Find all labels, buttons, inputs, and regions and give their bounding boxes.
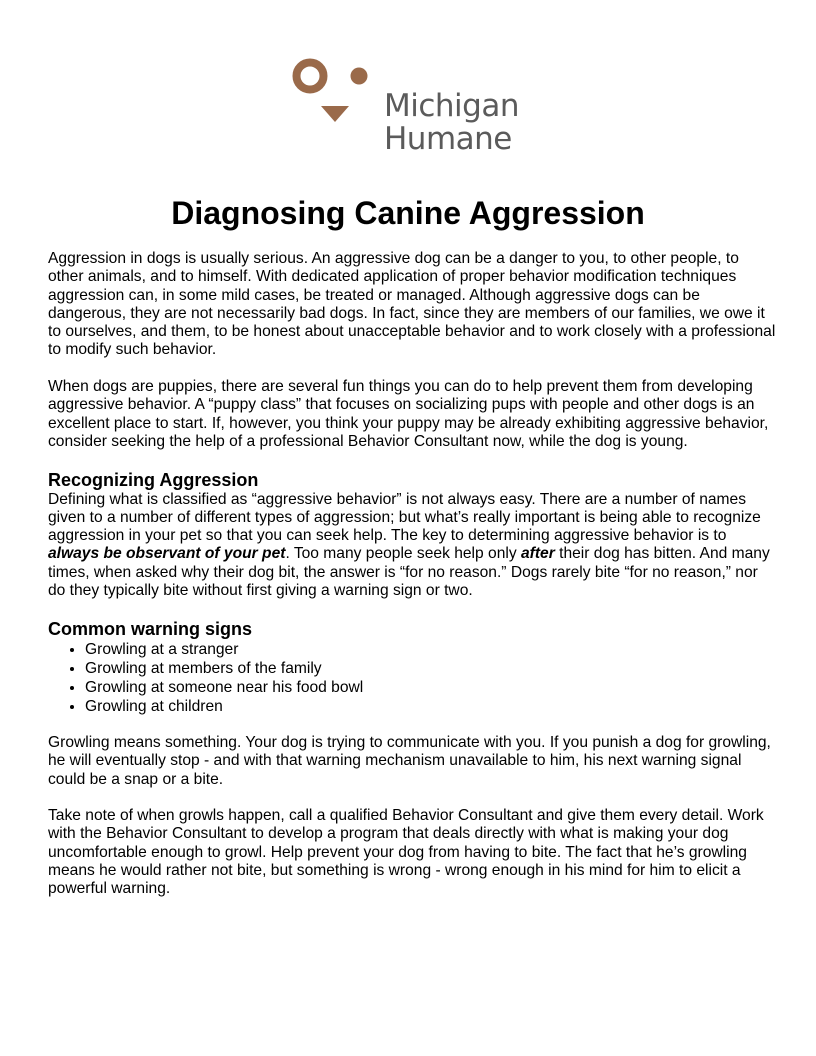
logo-line-1: Michigan [384,88,519,124]
michigan-humane-logo [292,58,532,162]
recognizing-aggression-heading: Recognizing Aggression [48,469,259,490]
logo-wordmark [384,90,519,156]
growling-paragraph: Growling means something. Your dog is trying to communicate with you. If you punish a dog for growling, he will eventually stop - and with that warning mechanism unavailable to him, his next warning signal could be a snap or a bite. [48,733,771,788]
list-item: • Growling at children [85,697,778,716]
intro-paragraph-2: When dogs are puppies, there are several fun things you can do to help prevent them from developing aggressive behavior. A “puppy class” that focuses on socializing pups with people and other dogs is an excellent place to start. If, however, you think your puppy may be already exhibiting aggressive behavior, consider seeking the help of a professional Behavior Consultant now, while the dog is young. [48,378,769,450]
paw-face-logo-icon [292,58,372,128]
recognizing-text-3: their dog has bitten. And many times, when asked why their dog bit, the answer is “for no reason.” Dogs rarely bite “for no reason,” nor do they typically bite without first giving a warning sign or two. [48,545,770,600]
page-title: Diagnosing Canine Aggression [171,195,645,231]
list-item: • Growling at members of the family [85,659,778,678]
logo-dot [351,68,368,85]
warning-signs-heading: Common warning signs [48,618,253,639]
take-note-paragraph: Take note of when growls happen, call a qualified Behavior Consultant and give them every detail. Work with the Behavior Consultant to develop a program that deals directly with what is making your dog uncomfortable enough to growl. Help prevent your dog from having to bite. The fact that he’s growling means he would rather not bite, but something is wrong - wrong enough in his mind for him to elicit a powerful warning. [48,807,764,898]
list-item: • Growling at a stranger [85,640,778,659]
list-item: • Growling at someone near his food bowl [85,678,778,697]
recognizing-emphasis-after: after [520,545,555,563]
recognizing-text-1: Defining what is classified as “aggressive behavior” is not always easy. There are a number of names given to a number of different types of aggression; but what’s really important is being able to recognize aggression in your pet so that you can seek help. The key to determining aggressive behavior is to [48,490,761,545]
logo-ring [297,63,324,90]
recognizing-text-2: . Too many people seek help only [285,545,521,563]
recognizing-emphasis-observant: always be observant of your pet [48,545,286,563]
logo-nose-triangle [321,106,349,122]
recognizing-aggression-paragraph [48,491,778,601]
logo-line-2: Humane [384,121,512,157]
document-body [48,250,778,917]
warning-signs-list [48,640,778,716]
intro-paragraph-1: Aggression in dogs is usually serious. An aggressive dog can be a danger to you, to other people, to other animals, and to himself. With dedicated application of proper behavior modification techniques aggression can, in some mild cases, be treated or managed. Although aggressive dogs can be dangerous, they are not necessarily bad dogs. In fact, since they are members of our families, we owe it to ourselves, and them, to be honest about unacceptable behavior and to work closely with a professional to modify such behavior. [48,250,776,359]
